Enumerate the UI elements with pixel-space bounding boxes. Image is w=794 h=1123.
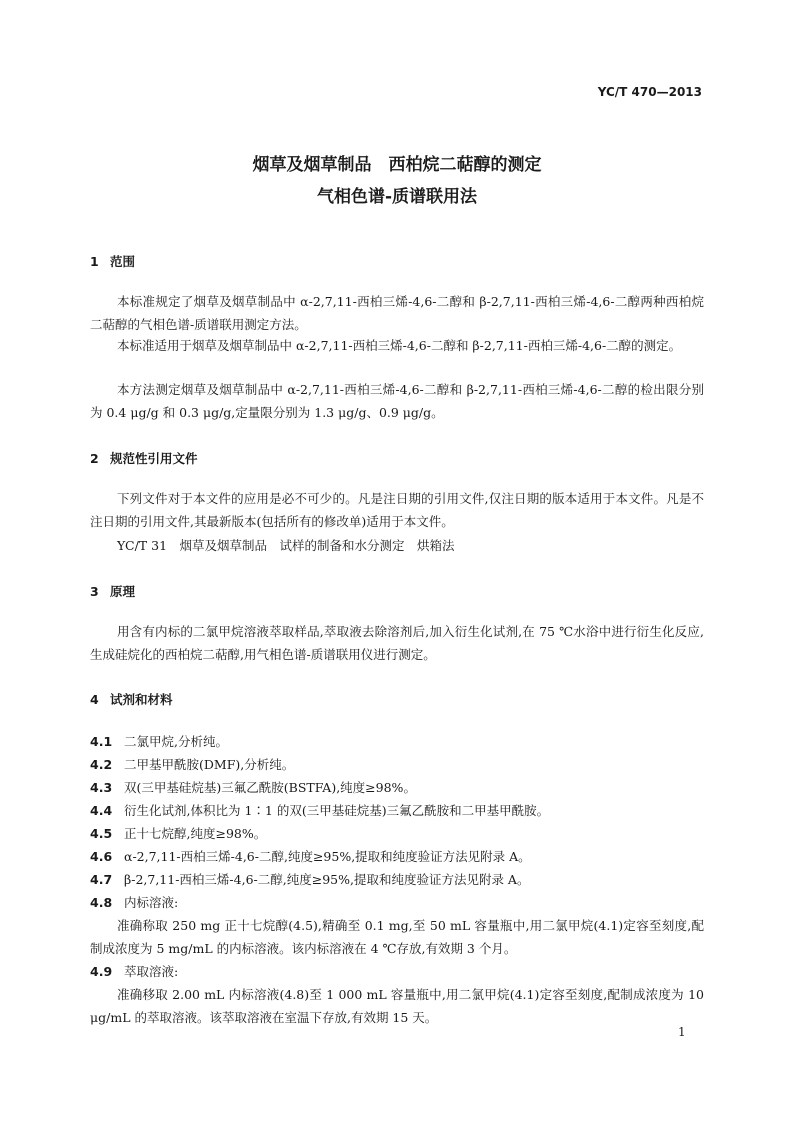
section-number: 1 <box>90 254 99 269</box>
document-subtitle: 气相色谱-质谱联用法 <box>316 187 478 207</box>
list-item: 4.4 衍生化试剂,体积比为 1∶1 的双(三甲基硅烷基)三氟乙酰胺和二甲基甲酰胺。 <box>90 803 550 818</box>
section-number: 2 <box>90 451 99 466</box>
section-title: 规范性引用文件 <box>110 451 198 466</box>
paragraph: 本方法测定烟草及烟草制品中 α-2,7,11-西柏三烯-4,6-二醇和 β-2,7,11-西柏三烯-4,6-二醇的检出限分别为 0.4 μg/g 和 0.3 μg/g,定量限分别为 1.3 μg/g、0.9 μg/g。 <box>90 382 704 420</box>
section-number: 3 <box>90 584 99 599</box>
standard-code: YC/T 470—2013 <box>597 85 702 99</box>
paragraph: 用含有内标的二氯甲烷溶液萃取样品,萃取液去除溶剂后,加入衍生化试剂,在 75 ℃水浴中进行衍生化反应,生成硅烷化的西柏烷二萜醇,用气相色谱-质谱联用仪进行测定。 <box>90 624 704 662</box>
section-heading-principle <box>90 582 135 600</box>
list-item: 4.1 二氯甲烷,分析纯。 <box>90 734 228 749</box>
paragraph: 本标准适用于烟草及烟草制品中 α-2,7,11-西柏三烯-4,6-二醇和 β-2,7,11-西柏三烯-4,6-二醇的测定。 <box>117 338 682 353</box>
reference-entry: YC/T 31 烟草及烟草制品 试样的制备和水分测定 烘箱法 <box>117 538 455 553</box>
document-title: 烟草及烟草制品 西柏烷二萜醇的测定 <box>252 155 542 175</box>
page-number: 1 <box>678 1025 686 1039</box>
list-item: 4.6 α-2,7,11-西柏三烯-4,6-二醇,纯度≥95%,提取和纯度验证方法见附录 A。 <box>90 849 531 864</box>
section-title: 试剂和材料 <box>110 692 173 707</box>
paragraph: 准确称取 250 mg 正十七烷醇(4.5),精确至 0.1 mg,至 50 mL 容量瓶中,用二氯甲烷(4.1)定容至刻度,配制成浓度为 5 mg/mL 的内标溶液。该内标溶液在 4 ℃存放,有效期 3 个月。 <box>90 918 704 956</box>
list-item: 4.8 内标溶液: <box>90 895 179 910</box>
section-title: 原理 <box>110 584 136 599</box>
paragraph: 准确移取 2.00 mL 内标溶液(4.8)至 1 000 mL 容量瓶中,用二氯甲烷(4.1)定容至刻度,配制成浓度为 10 μg/mL 的萃取溶液。该萃取溶液在室温下存放,有效期 15 天。 <box>90 987 704 1025</box>
section-heading-scope <box>90 252 135 270</box>
list-item: 4.7 β-2,7,11-西柏三烯-4,6-二醇,纯度≥95%,提取和纯度验证方法见附录 A。 <box>90 872 530 887</box>
paragraph: 本标准规定了烟草及烟草制品中 α-2,7,11-西柏三烯-4,6-二醇和 β-2,7,11-西柏三烯-4,6-二醇两种西柏烷二萜醇的气相色谱-质谱联用测定方法。 <box>90 294 704 332</box>
section-heading-normative-references <box>90 449 198 467</box>
paragraph: 下列文件对于本文件的应用是必不可少的。凡是注日期的引用文件,仅注日期的版本适用于本文件。凡是不注日期的引用文件,其最新版本(包括所有的修改单)适用于本文件。 <box>90 491 704 529</box>
section-title: 范围 <box>110 254 136 269</box>
section-number: 4 <box>90 692 99 707</box>
list-item: 4.2 二甲基甲酰胺(DMF),分析纯。 <box>90 757 295 772</box>
list-item: 4.5 正十七烷醇,纯度≥98%。 <box>90 826 267 841</box>
list-item: 4.9 萃取溶液: <box>90 964 179 979</box>
list-item: 4.3 双(三甲基硅烷基)三氟乙酰胺(BSTFA),纯度≥98%。 <box>90 780 416 795</box>
section-heading-reagents <box>90 690 173 708</box>
